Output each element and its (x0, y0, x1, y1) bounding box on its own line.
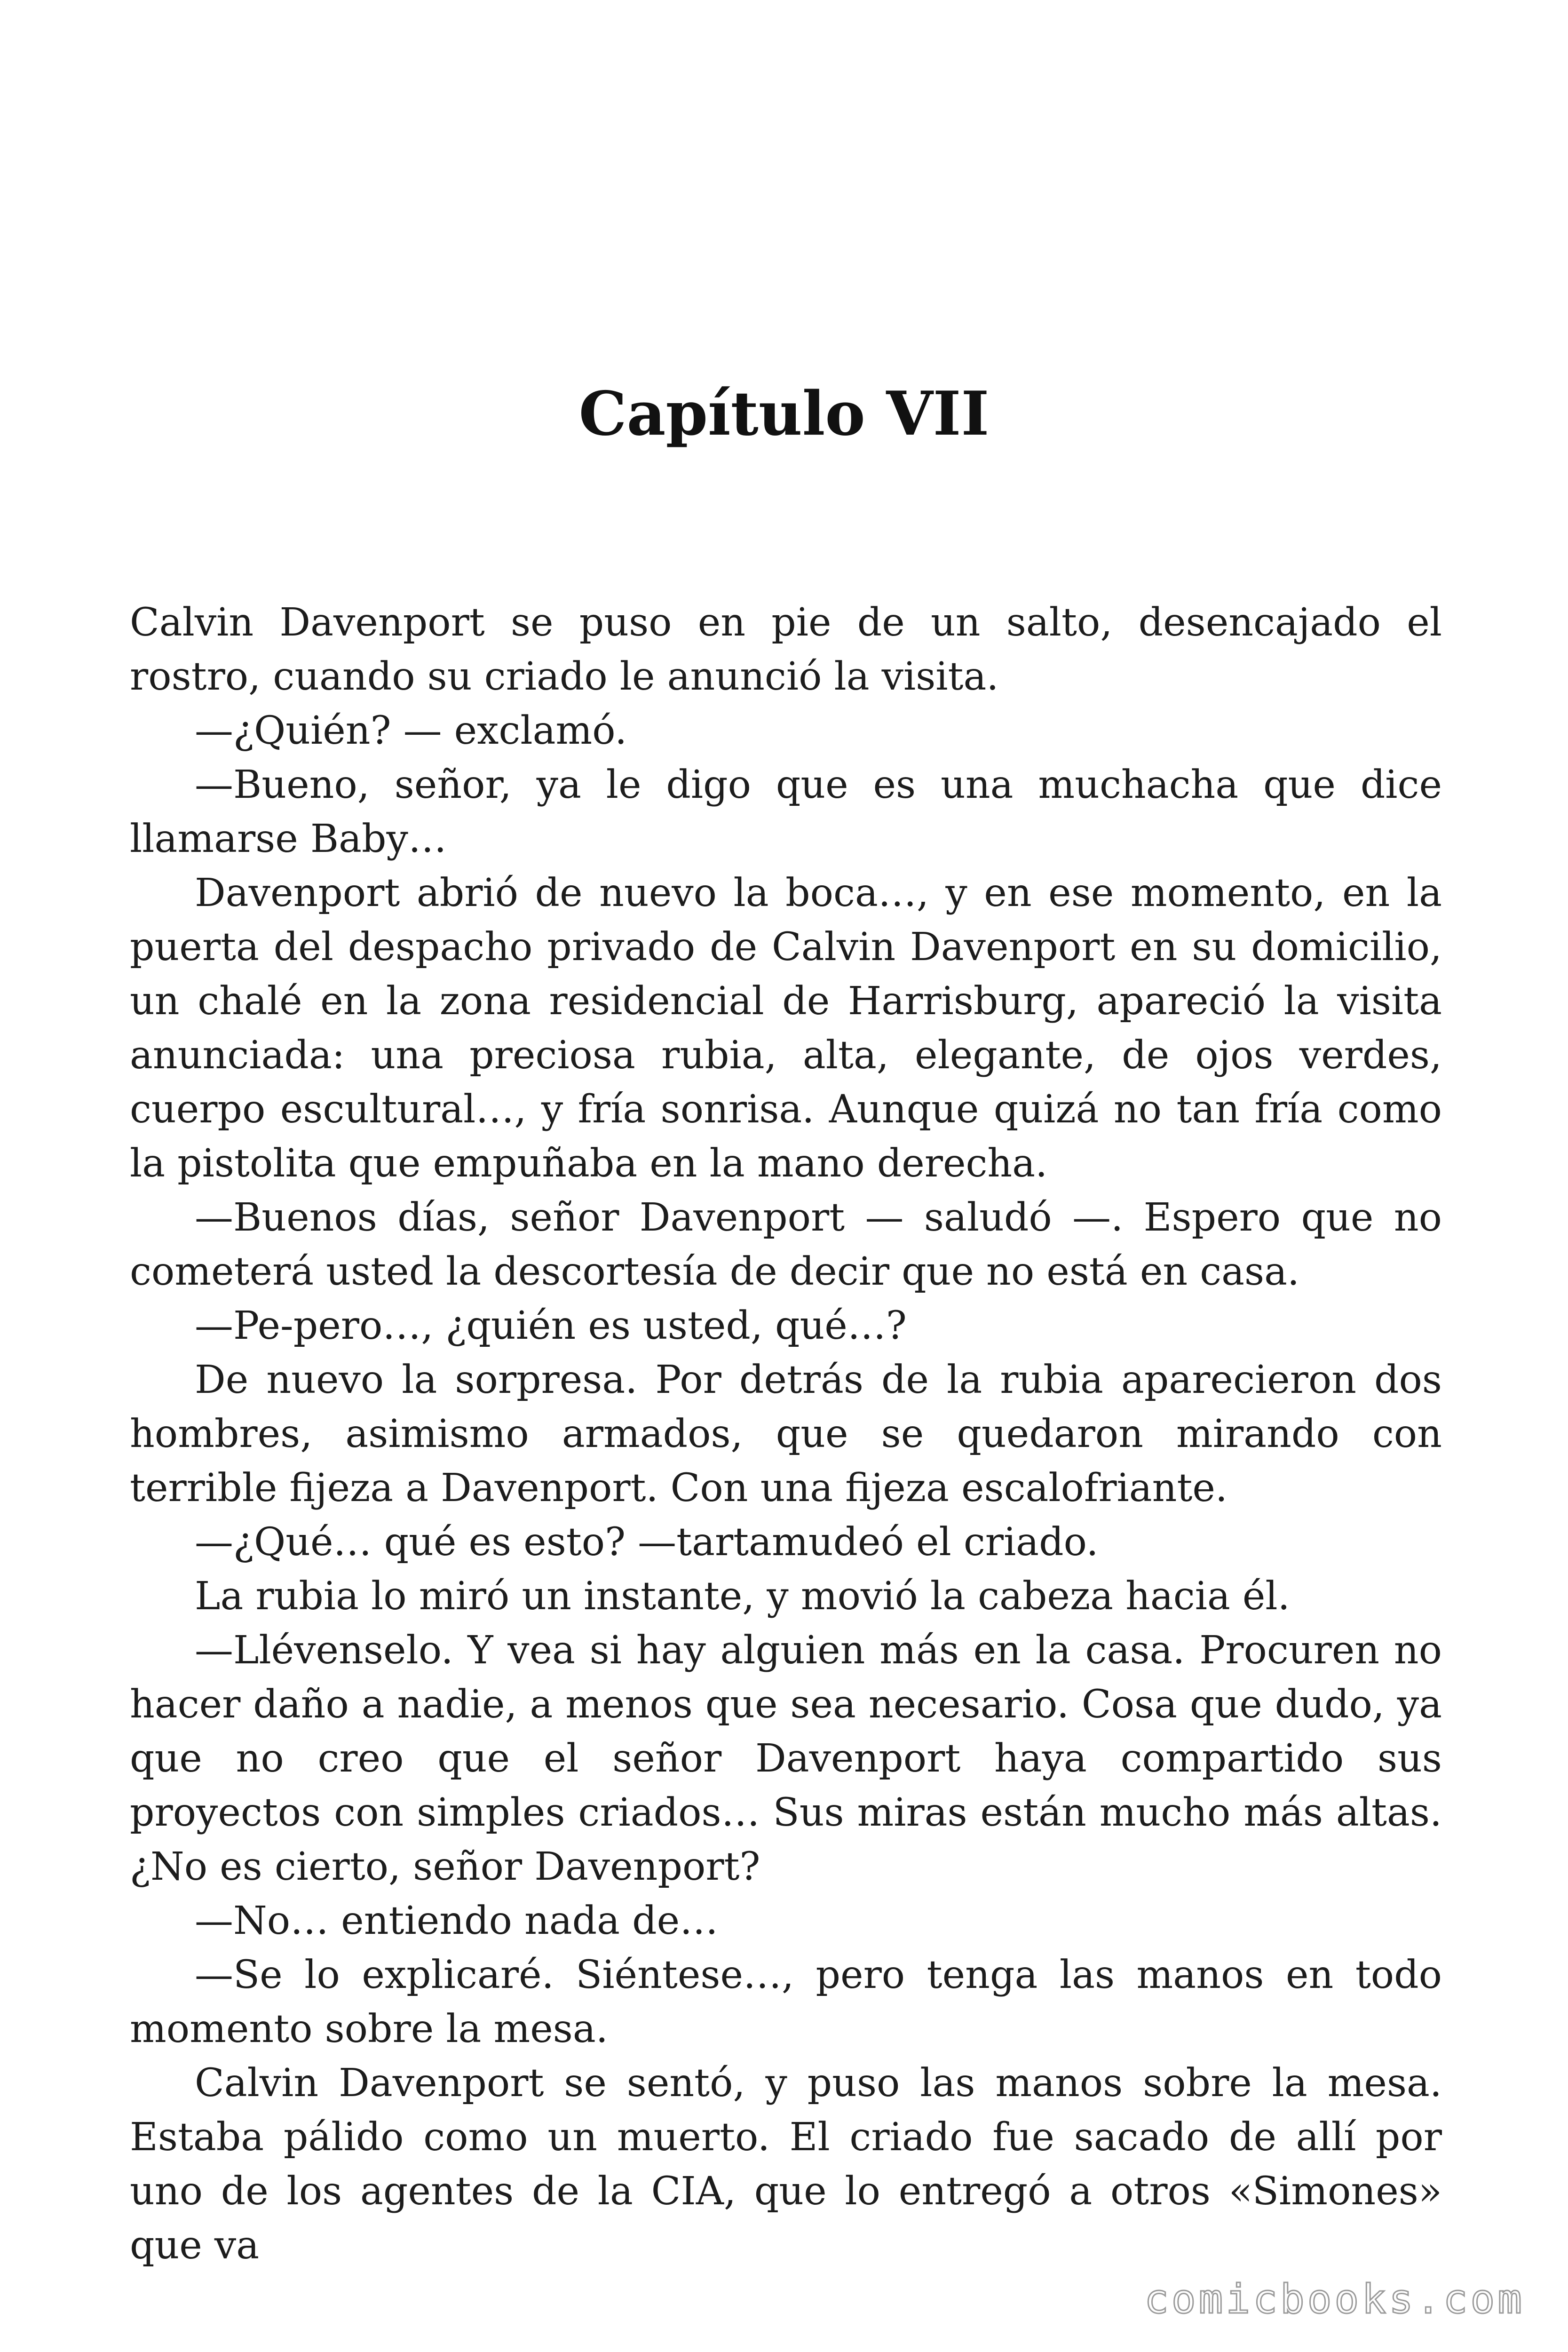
paragraph: Calvin Davenport se sentó, y puso las manos sobre la mesa. Estaba pálido como un muerto. El criado fue sacado de allí por uno de los agentes de la CIA, que lo entregó a otros «Simones» que va (130, 2061, 1442, 2268)
paragraph: Calvin Davenport se puso en pie de un salto, desencajado el rostro, cuando su criado le anunció la visita. (130, 600, 1442, 699)
paragraph: —Se lo explicaré. Siéntese…, pero tenga las manos en todo momento sobre la mesa. (130, 1953, 1442, 2051)
paragraph: —Llévenselo. Y vea si hay alguien más en la casa. Procuren no hacer daño a nadie, a menos que sea necesario. Cosa que dudo, ya que no creo que el señor Davenport haya compartido sus proyectos con simples criados… Sus miras están mucho más altas. ¿No es cierto, señor Davenport? (130, 1628, 1442, 1889)
chapter-body (130, 596, 1442, 2273)
paragraph: —¿Qué… qué es esto? —tartamudeó el criado. (195, 1520, 1099, 1565)
chapter-title: Capítulo VII (578, 379, 990, 449)
paragraph: La rubia lo miró un instante, y movió la cabeza hacia él. (195, 1574, 1290, 1619)
paragraph: Davenport abrió de nuevo la boca…, y en ese momento, en la puerta del despacho privado de Calvin Davenport en su domicilio, un chalé en la zona residencial de Harrisburg, apareció la visita anunciada: una preciosa rubia, alta, elegante, de ojos verdes, cuerpo escultural…, y fría sonrisa. Aunque quizá no tan fría como la pistolita que empuñaba en la mano derecha. (130, 871, 1442, 1186)
paragraph: —No… entiendo nada de… (195, 1899, 719, 1943)
paragraph: —Pe-pero…, ¿quién es usted, qué…? (195, 1303, 907, 1348)
watermark: comicbooks.com (1144, 2276, 1525, 2323)
paragraph: —Bueno, señor, ya le digo que es una muchacha que dice llamarse Baby… (130, 763, 1442, 861)
paragraph: —Buenos días, señor Davenport — saludó —. Espero que no cometerá usted la descortesía de decir que no está en casa. (130, 1195, 1442, 1294)
paragraph: De nuevo la sorpresa. Por detrás de la rubia aparecieron dos hombres, asimismo armados, que se quedaron mirando con terrible fijeza a Davenport. Con una fijeza escalofriante. (130, 1358, 1442, 1510)
paragraph: —¿Quién? — exclamó. (195, 708, 627, 753)
